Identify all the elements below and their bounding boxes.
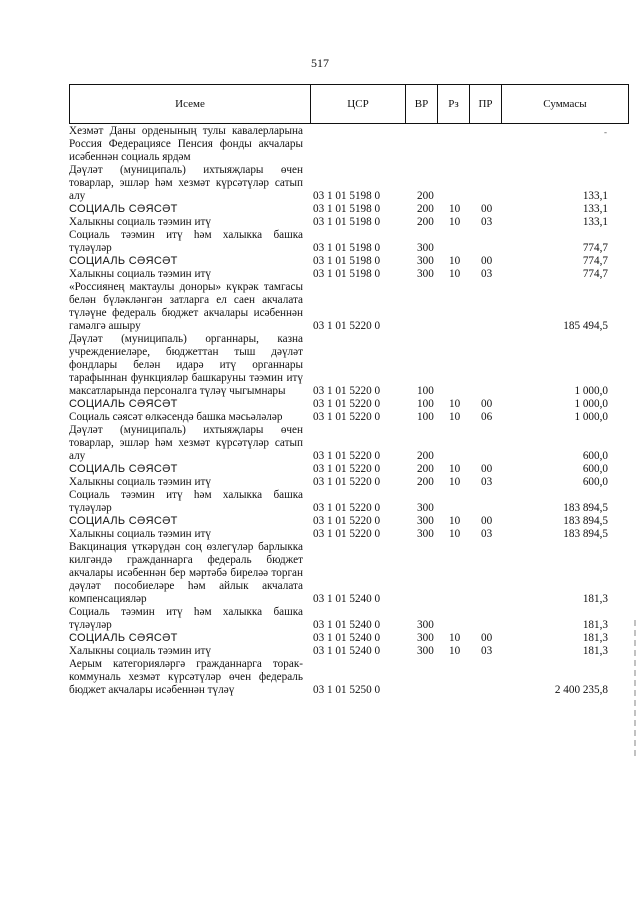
row-vr: 300: [417, 515, 434, 527]
header-csr: ЦСР: [311, 85, 406, 123]
row-vr: 300: [417, 268, 434, 280]
table-row: [69, 164, 629, 203]
row-pr: 00: [481, 398, 493, 410]
budget-table: [69, 84, 629, 697]
row-name: Дәүләт (муниципаль) ихтыяҗлары өчен товарлар, эшләр һәм хезмәт күрсәтүләр сатып алу: [69, 164, 303, 202]
table-row: [69, 632, 629, 645]
table-row: [69, 216, 629, 229]
row-csr: 03 1 01 5198 0: [313, 203, 381, 215]
row-pr: 00: [481, 515, 493, 527]
row-name: СОЦИАЛЬ СӘЯСӘТ: [69, 255, 178, 267]
row-pr: 03: [481, 216, 493, 228]
row-vr: 300: [417, 619, 434, 631]
scan-edge-mark: [634, 620, 636, 760]
row-csr: 03 1 01 5220 0: [313, 450, 381, 462]
row-name: Социаль тәэмин итү һәм халыкка башка түләүләр: [69, 489, 303, 514]
row-sum: 181,3: [582, 619, 608, 631]
table-row: [69, 489, 629, 515]
table-header: [69, 84, 629, 124]
table-row: [69, 333, 629, 398]
row-name: СОЦИАЛЬ СӘЯСӘТ: [69, 203, 178, 215]
row-name: Хезмәт Даны орденының тулы кавалерларына Россия Федерациясе Пенсия фонды акчалары исәбеннән социаль ярдәм: [69, 125, 303, 163]
row-csr: 03 1 01 5250 0: [313, 684, 381, 696]
row-csr: 03 1 01 5198 0: [313, 216, 381, 228]
row-vr: 300: [417, 645, 434, 657]
row-rz: 10: [449, 411, 461, 423]
row-rz: 10: [449, 515, 461, 527]
row-rz: 10: [449, 216, 461, 228]
row-vr: 200: [417, 450, 434, 462]
row-csr: 03 1 01 5198 0: [313, 190, 381, 202]
row-sum: 1 000,0: [574, 385, 608, 397]
row-csr: 03 1 01 5240 0: [313, 645, 381, 657]
table-row: [69, 463, 629, 476]
row-sum: 600,0: [582, 476, 608, 488]
row-vr: 200: [417, 463, 434, 475]
row-sum: 774,7: [582, 255, 608, 267]
row-name: СОЦИАЛЬ СӘЯСӘТ: [69, 515, 178, 527]
row-sum: 133,1: [582, 203, 608, 215]
row-vr: 300: [417, 632, 434, 644]
row-csr: 03 1 01 5198 0: [313, 242, 381, 254]
table-row: [69, 528, 629, 541]
table-row: [69, 255, 629, 268]
row-vr: 200: [417, 203, 434, 215]
row-pr: 00: [481, 255, 493, 267]
row-name: Дәүләт (муниципаль) ихтыяҗлары өчен товарлар, эшләр һәм хезмәт күрсәтүләр сатып алу: [69, 424, 303, 462]
row-csr: 03 1 01 5240 0: [313, 619, 381, 631]
row-rz: 10: [449, 476, 461, 488]
row-vr: 100: [417, 398, 434, 410]
row-rz: 10: [449, 255, 461, 267]
row-vr: 300: [417, 242, 434, 254]
row-name: СОЦИАЛЬ СӘЯСӘТ: [69, 398, 178, 410]
top-mark: -: [604, 127, 607, 137]
row-name: Халыкны социаль тәэмин итү: [69, 645, 211, 657]
table-row: [69, 229, 629, 255]
row-sum: 181,3: [582, 593, 608, 605]
row-sum: 774,7: [582, 268, 608, 280]
row-csr: 03 1 01 5220 0: [313, 502, 381, 514]
row-name: Социаль сәясәт өлкәсендә башка мәсьәләләр: [69, 411, 283, 423]
row-csr: 03 1 01 5220 0: [313, 320, 381, 332]
row-vr: 300: [417, 528, 434, 540]
row-csr: 03 1 01 5240 0: [313, 593, 381, 605]
row-pr: 06: [481, 411, 493, 423]
row-pr: 00: [481, 632, 493, 644]
row-rz: 10: [449, 528, 461, 540]
row-sum: 183 894,5: [563, 502, 608, 514]
header-pr: ПР: [470, 85, 502, 123]
row-sum: 183 894,5: [563, 515, 608, 527]
row-pr: 03: [481, 476, 493, 488]
row-pr: 00: [481, 463, 493, 475]
row-name: Социаль тәэмин итү һәм халыкка башка түләүләр: [69, 606, 303, 631]
row-pr: 03: [481, 528, 493, 540]
row-pr: 03: [481, 268, 493, 280]
table-row: [69, 268, 629, 281]
row-sum: 1 000,0: [574, 398, 608, 410]
table-row: [69, 125, 629, 164]
table-body: [69, 124, 629, 697]
row-name: СОЦИАЛЬ СӘЯСӘТ: [69, 463, 178, 475]
row-vr: 300: [417, 255, 434, 267]
table-row: [69, 645, 629, 658]
row-sum: 600,0: [582, 450, 608, 462]
table-row: [69, 398, 629, 411]
row-vr: 100: [417, 385, 434, 397]
row-csr: 03 1 01 5240 0: [313, 632, 381, 644]
row-name: Вакцинация үткәрүдән соң өзлегүләр барлыкка килгәндә гражданнарга федераль бюджет акчалары исәбеннән бер мәртәбә биреләә торган дәүләт пособиеләре һәм айлык акчалата компенсацияләр: [69, 541, 303, 605]
row-vr: 200: [417, 216, 434, 228]
table-row: [69, 658, 629, 697]
row-rz: 10: [449, 203, 461, 215]
row-name: Халыкны социаль тәэмин итү: [69, 216, 211, 228]
row-rz: 10: [449, 463, 461, 475]
row-name: Халыкны социаль тәэмин итү: [69, 528, 211, 540]
header-vr: ВР: [406, 85, 438, 123]
row-rz: 10: [449, 398, 461, 410]
row-csr: 03 1 01 5220 0: [313, 463, 381, 475]
row-name: «Россиянең мактаулы доноры» күкрәк тамгасы белән бүләкләнгән затларга ел саен акчалата түләүне федераль бюджет акчалары исәбеннән гамәлгә ашыру: [69, 281, 303, 332]
table-row: [69, 515, 629, 528]
row-sum: 181,3: [582, 632, 608, 644]
row-rz: 10: [449, 268, 461, 280]
table-row: [69, 411, 629, 424]
row-csr: 03 1 01 5220 0: [313, 398, 381, 410]
header-name: Исеме: [70, 85, 311, 123]
table-row: [69, 281, 629, 333]
table-row: [69, 203, 629, 216]
row-name: Социаль тәэмин итү һәм халыкка башка түләүләр: [69, 229, 303, 254]
row-name: Дәүләт (муниципаль) органнары, казна учреждениеләре, бюджеттан тыш дәүләт фондлары белән идарә итү органнары тарафыннан функцияләр башкаруны тәэмин итү максатларында персоналга түләү чыгымнары: [69, 333, 303, 397]
table-row: [69, 424, 629, 463]
row-sum: 133,1: [582, 190, 608, 202]
row-csr: 03 1 01 5220 0: [313, 411, 381, 423]
table-row: [69, 541, 629, 606]
table-row: [69, 476, 629, 489]
page-number: 517: [311, 56, 329, 70]
row-name: Аерым категорияләргә гражданнарга торак-коммуналь хезмәт күрсәтүләр өчен федераль бюджет акчалары исәбеннән түләү: [69, 658, 303, 696]
row-csr: 03 1 01 5198 0: [313, 255, 381, 267]
row-name: Халыкны социаль тәэмин итү: [69, 268, 211, 280]
row-sum: 185 494,5: [563, 320, 608, 332]
row-sum: 2 400 235,8: [554, 684, 608, 696]
row-name: СОЦИАЛЬ СӘЯСӘТ: [69, 632, 178, 644]
row-name: Халыкны социаль тәэмин итү: [69, 476, 211, 488]
row-vr: 100: [417, 411, 434, 423]
row-vr: 200: [417, 476, 434, 488]
row-sum: 181,3: [582, 645, 608, 657]
table-row: [69, 606, 629, 632]
header-sum: Суммасы: [543, 97, 587, 110]
row-sum: 183 894,5: [563, 528, 608, 540]
row-pr: 00: [481, 203, 493, 215]
row-vr: 300: [417, 502, 434, 514]
row-vr: 200: [417, 190, 434, 202]
row-sum: 133,1: [582, 216, 608, 228]
row-sum: 1 000,0: [574, 411, 608, 423]
row-pr: 03: [481, 645, 493, 657]
row-sum: 774,7: [582, 242, 608, 254]
row-sum: 600,0: [582, 463, 608, 475]
row-rz: 10: [449, 632, 461, 644]
header-rz: Рз: [438, 85, 470, 123]
row-csr: 03 1 01 5220 0: [313, 385, 381, 397]
row-csr: 03 1 01 5220 0: [313, 528, 381, 540]
row-csr: 03 1 01 5220 0: [313, 515, 381, 527]
row-rz: 10: [449, 645, 461, 657]
row-csr: 03 1 01 5198 0: [313, 268, 381, 280]
row-csr: 03 1 01 5220 0: [313, 476, 381, 488]
